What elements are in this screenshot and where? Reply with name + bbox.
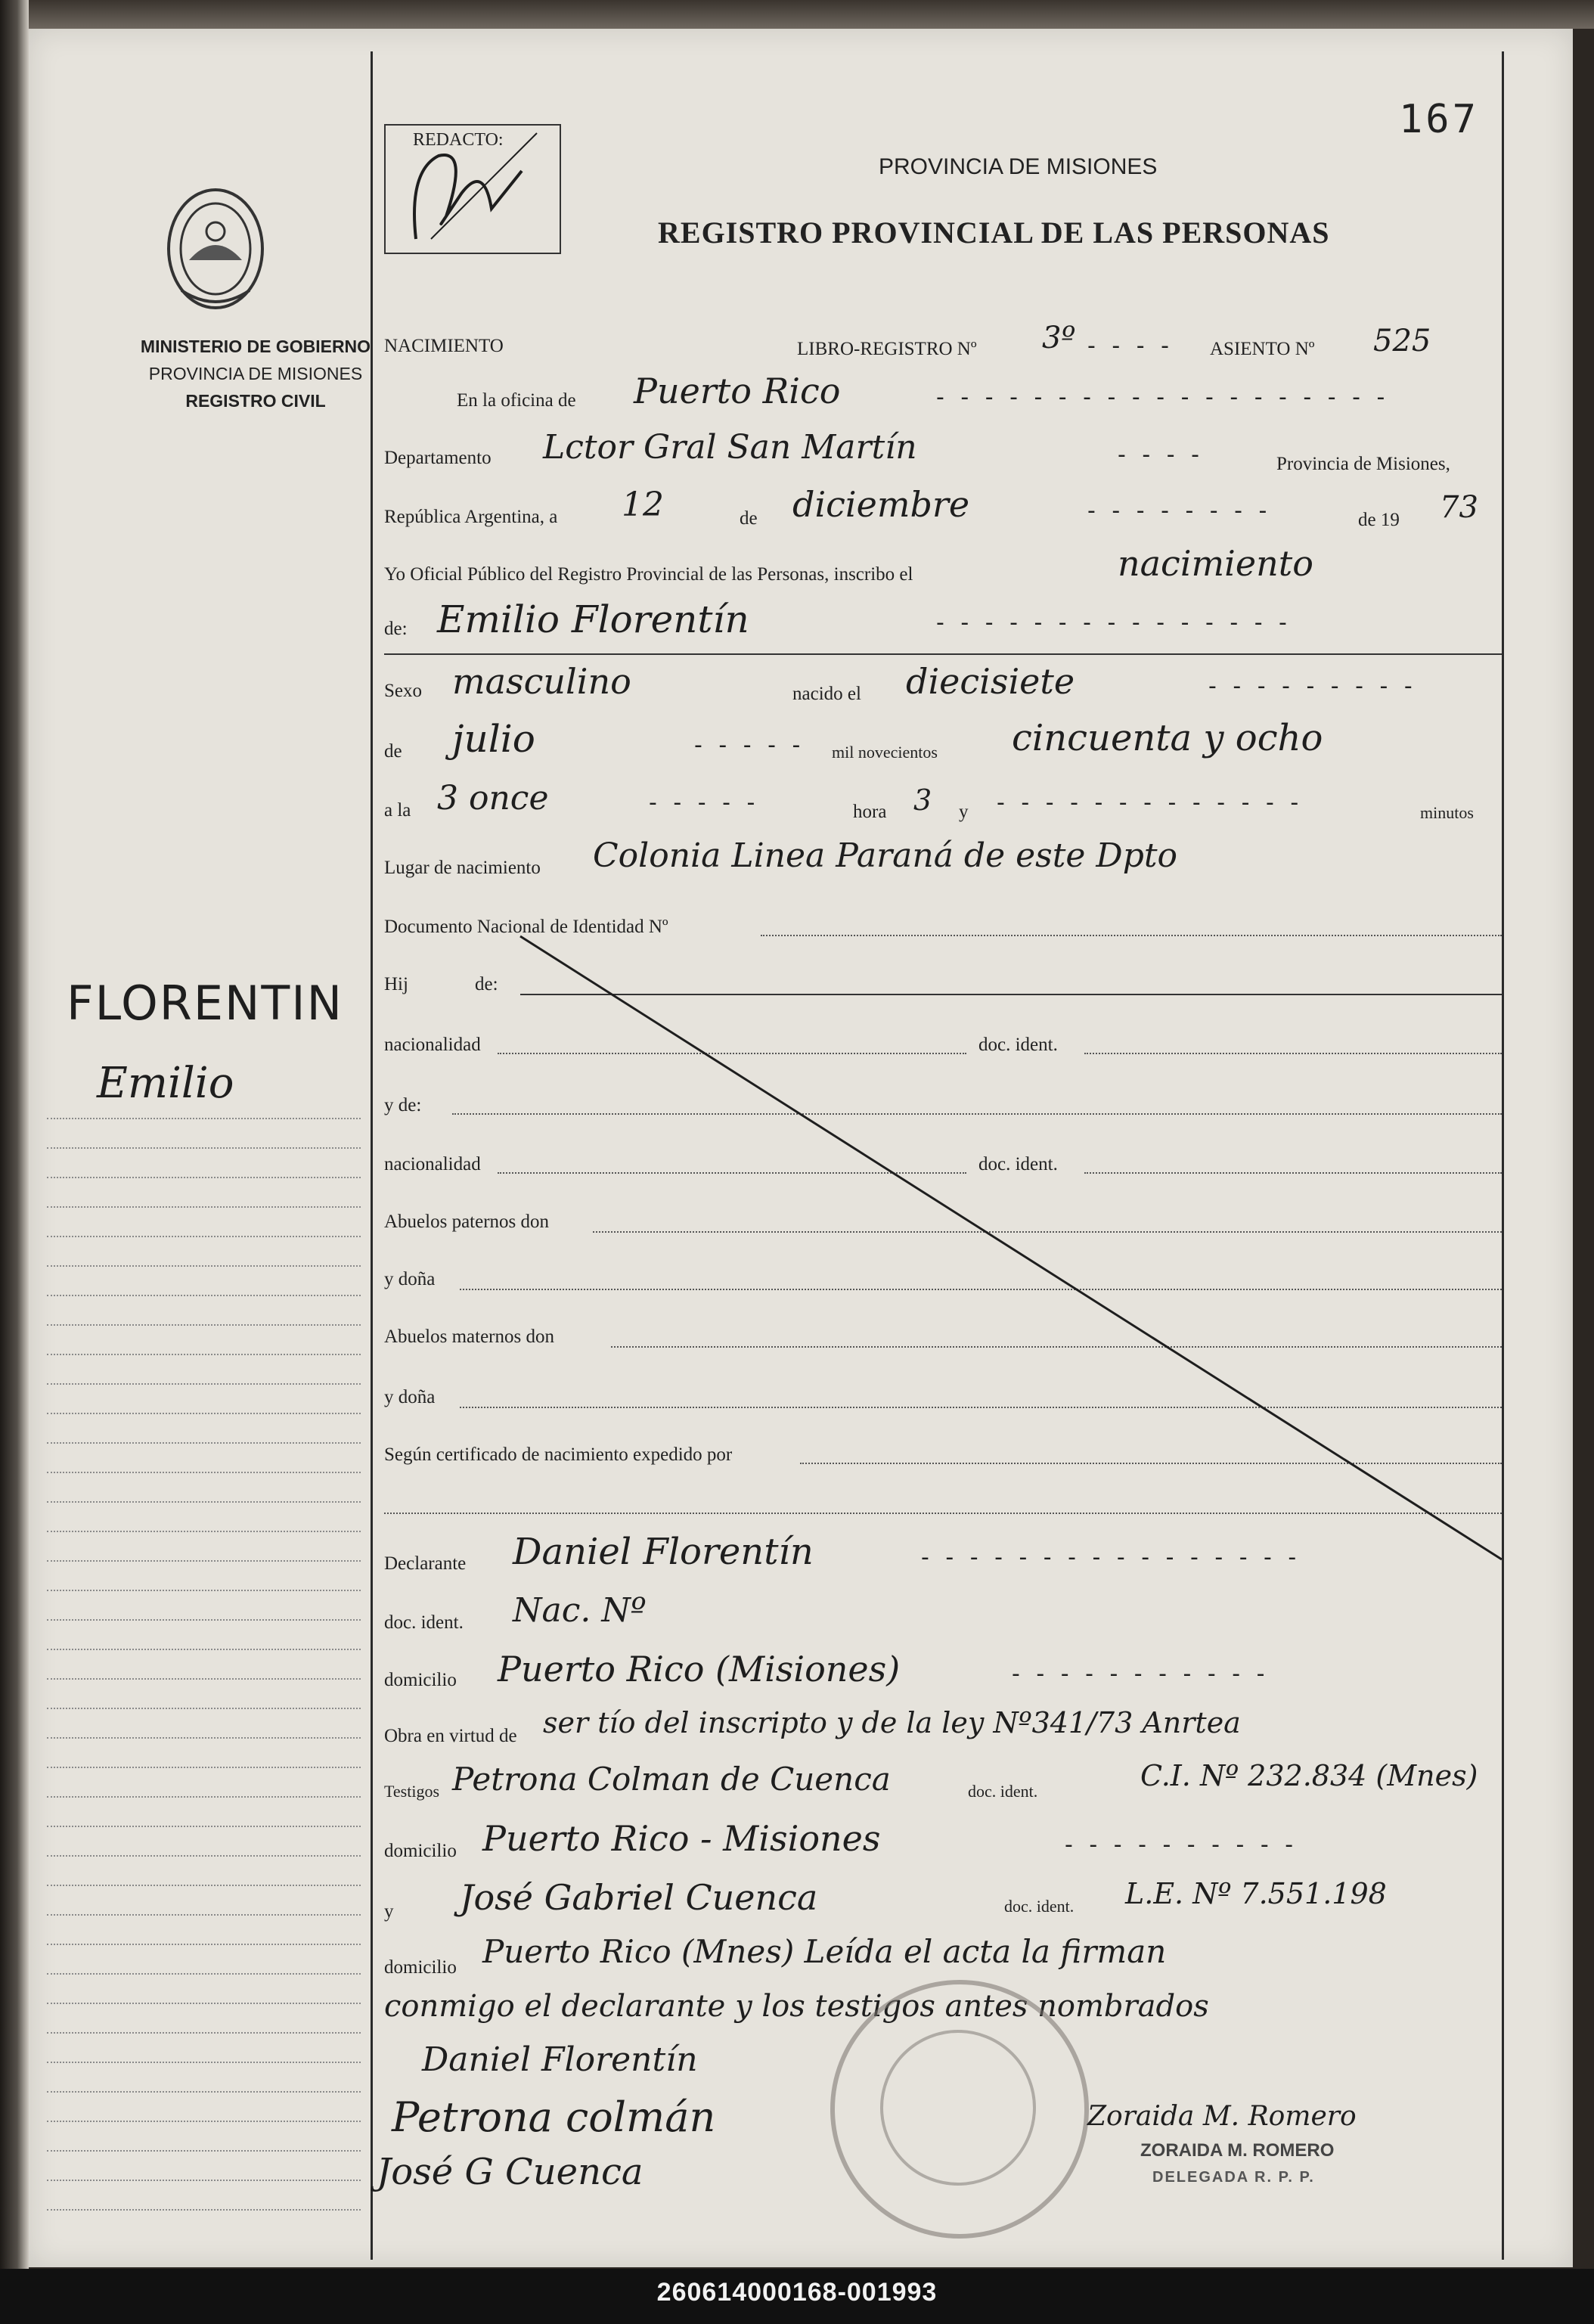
domicilio2-fill: - - - - - - - - - - (1065, 1832, 1298, 1858)
margin-rule (47, 1678, 361, 1680)
nacionalidad2-line (498, 1172, 966, 1174)
oficina-label: En la oficina de (457, 390, 576, 411)
margin-rule (47, 2032, 361, 2034)
margin-rule (47, 1708, 361, 1709)
de2-label: de: (384, 619, 408, 639)
hij-label: Hij (384, 974, 408, 994)
margin-rule (47, 1236, 361, 1237)
segun-line2 (384, 1513, 1502, 1514)
book-top-edge (0, 0, 1594, 29)
asiento-label: ASIENTO Nº (1210, 339, 1315, 359)
redacto-label: REDACTO: (413, 130, 504, 150)
oficina-value: Puerto Rico (634, 371, 841, 411)
de-label: de (740, 508, 758, 529)
margin-surname: FLORENTIN (67, 976, 343, 1031)
margin-rule (47, 1796, 361, 1798)
margin-rule (47, 1472, 361, 1473)
margin-rule (47, 1295, 361, 1296)
nacido-fill: - - - - - - - - - (1208, 673, 1417, 700)
domicilio1-value: Puerto Rico (Misiones) (498, 1649, 901, 1689)
margin-rule (47, 1383, 361, 1385)
right-border (1502, 51, 1504, 2260)
margin-given-name: Emilio (97, 1059, 234, 1108)
nacido-value: diecisiete (906, 661, 1075, 702)
signature-testigo2: José G Cuenca (377, 2151, 643, 2193)
register-page (29, 29, 1573, 2267)
docident1-line (1084, 1053, 1502, 1054)
nacionalidad1-line (498, 1053, 966, 1054)
domicilio3-label: domicilio (384, 1957, 457, 1978)
inscribo-value: nacimiento (1118, 543, 1313, 584)
seal-role: DELEGADA R. P. P. (1152, 2169, 1315, 2186)
margin-rule (47, 2091, 361, 2093)
mes-fill: - - - - - - - - (1087, 498, 1272, 524)
margin-rule (47, 1265, 361, 1267)
departamento-value: Lctor Gral San Martín (543, 428, 917, 467)
hora-label: hora (853, 802, 887, 822)
parent2-line (452, 1113, 1502, 1115)
margin-rule (47, 2003, 361, 2004)
obra-value: ser tío del inscripto y de la ley Nº341/73 Anrtea (543, 1706, 1241, 1739)
domicilio1-label: domicilio (384, 1670, 457, 1690)
official-seal-inner (880, 2030, 1036, 2186)
mil-label: mil novecientos (832, 743, 938, 762)
de19-label: de 19 (1358, 510, 1400, 530)
signature-declarante: Daniel Florentín (422, 2040, 698, 2079)
hora-num: 3 (913, 783, 932, 817)
domicilio2-value: Puerto Rico - Misiones (482, 1818, 881, 1859)
dia-value: 12 (622, 486, 664, 524)
registry-heading: REGISTRO PROVINCIAL DE LAS PERSONAS (658, 216, 1330, 250)
oficina-fill: - - - - - - - - - - - - - - - - - - - (936, 384, 1390, 411)
margin-rule (47, 1442, 361, 1444)
margin-rule (47, 1501, 361, 1503)
margin-rule (47, 2062, 361, 2063)
dni-line (761, 935, 1502, 936)
abuelos-m-label: Abuelos maternos don (384, 1326, 554, 1347)
testigo1-value: Petrona Colman de Cuenca (452, 1761, 891, 1798)
margin-rule (47, 1560, 361, 1562)
y-label: y (959, 802, 969, 822)
docident1-label: doc. ident. (978, 1035, 1058, 1055)
margin-rule (47, 1413, 361, 1414)
signature-testigo1: Petrona colmán (392, 2093, 716, 2141)
testigo2-doc-label: doc. ident. (1004, 1897, 1075, 1916)
domicilio1-fill: - - - - - - - - - - - (1012, 1661, 1270, 1687)
margin-rule (47, 2209, 361, 2211)
margin-rule (47, 1118, 361, 1119)
testigo2-doc-value: L.E. Nº 7.551.198 (1125, 1877, 1387, 1910)
nacionalidad2-label: nacionalidad (384, 1154, 481, 1174)
record-type: NACIMIENTO (384, 336, 504, 356)
margin-rule (47, 1147, 361, 1149)
hora-value: 3 once (437, 779, 549, 818)
ydona2-line (460, 1407, 1502, 1408)
libro-value: 3º (1042, 321, 1076, 355)
anio-value: 73 (1440, 490, 1478, 525)
asiento-value: 525 (1373, 324, 1431, 358)
ministry-heading: MINISTERIO DE GOBIERNO (140, 337, 371, 356)
province-heading: PROVINCIA DE MISIONES (879, 154, 1158, 179)
margin-rule (47, 1973, 361, 1975)
abuelos-p-line (593, 1231, 1502, 1233)
margin-rule (47, 1531, 361, 1532)
de3-label: de (384, 741, 402, 762)
coat-of-arms-icon (159, 177, 272, 313)
obra-label: Obra en virtud de (384, 1726, 517, 1746)
mes-value: diciembre (792, 484, 970, 525)
margin-rule (47, 2180, 361, 2181)
margin-rule (47, 1649, 361, 1650)
de4-label: de: (475, 974, 498, 994)
nacido-label: nacido el (792, 684, 861, 704)
lugar-value: Colonia Linea Paraná de este Dpto (593, 836, 1178, 875)
mes-nac-fill: - - - - - (694, 732, 805, 759)
margin-rule (47, 1767, 361, 1768)
hora-fill: - - - - - (649, 790, 760, 816)
minutos-fill: - - - - - - - - - - - - - (997, 790, 1304, 816)
segun-line (800, 1463, 1502, 1464)
official-seal-icon (830, 1980, 1089, 2239)
margin-rule (47, 1737, 361, 1739)
margin-rule (47, 1619, 361, 1621)
margin-rule (47, 1590, 361, 1591)
margin-rule (47, 1177, 361, 1178)
departamento-fill: - - - - (1118, 442, 1204, 468)
ydona1-label: y doña (384, 1269, 436, 1289)
provincia-label: Provincia de Misiones, (1276, 454, 1450, 474)
redacto-box (384, 124, 561, 254)
margin-rule (47, 1885, 361, 1886)
testigo2-value: José Gabriel Cuenca (460, 1877, 818, 1918)
margin-rule (47, 1826, 361, 1827)
testigo1-doc-label: doc. ident. (968, 1782, 1038, 1801)
dni-label: Documento Nacional de Identidad Nº (384, 917, 668, 937)
anio-nac-value: cincuenta y ocho (1012, 717, 1323, 759)
margin-rule (47, 1914, 361, 1916)
ministry-civil: REGISTRO CIVIL (185, 391, 326, 411)
ydona2-label: y doña (384, 1387, 436, 1407)
sexo-label: Sexo (384, 681, 422, 701)
minutos-label: minutos (1420, 803, 1474, 822)
parent1-line (520, 994, 1502, 995)
domicilio2-label: domicilio (384, 1841, 457, 1861)
ala-label: a la (384, 800, 411, 821)
testigos-label: Testigos (384, 1782, 440, 1801)
margin-rule (47, 1944, 361, 1945)
ydona1-line (460, 1289, 1502, 1290)
signature-oficial: Zoraida M. Romero (1087, 2101, 1357, 2132)
seal-name: ZORAIDA M. ROMERO (1140, 2140, 1335, 2161)
segun-label: Según certificado de nacimiento expedido por (384, 1444, 733, 1465)
libro-fill: - - - - (1087, 333, 1174, 359)
y2-label: y (384, 1901, 394, 1922)
margin-rule (47, 1855, 361, 1857)
declarante-fill: - - - - - - - - - - - - - - - - (921, 1544, 1301, 1571)
republica-label: República Argentina, a (384, 507, 558, 527)
margin-rule (47, 1206, 361, 1208)
mes-nac-value: julio (452, 717, 535, 761)
docident2-label: doc. ident. (978, 1154, 1058, 1174)
libro-label: LIBRO-REGISTRO Nº (797, 339, 977, 359)
cierre-value: conmigo el declarante y los testigos antes nombrados (384, 1989, 1209, 2024)
book-spine (0, 0, 29, 2269)
ministry-province: PROVINCIA DE MISIONES (148, 364, 363, 383)
nombre-fill: - - - - - - - - - - - - - - - (936, 610, 1292, 636)
abuelos-m-line (611, 1346, 1502, 1348)
image-id: 260614000168-001993 (656, 2278, 938, 2307)
page-number: 167 (1399, 97, 1479, 142)
declarante-value: Daniel Florentín (513, 1531, 814, 1573)
departamento-label: Departamento (384, 448, 492, 468)
nacionalidad1-label: nacionalidad (384, 1035, 481, 1055)
docident3-label: doc. ident. (384, 1612, 464, 1633)
margin-rule (47, 1324, 361, 1326)
margin-rule (47, 1354, 361, 1355)
nombre-value: Emilio Florentín (437, 597, 749, 641)
margin-rule (47, 2150, 361, 2152)
declarante-label: Declarante (384, 1553, 467, 1574)
section-rule (384, 653, 1502, 655)
sexo-value: masculino (452, 661, 631, 702)
redacto-signature-icon (386, 126, 560, 253)
abuelos-p-label: Abuelos paternos don (384, 1212, 550, 1232)
margin-rule (47, 2121, 361, 2122)
domicilio3-value: Puerto Rico (Mnes) Leída el acta la firman (482, 1933, 1167, 1970)
yo-oficial-label: Yo Oficial Público del Registro Provincial de las Personas, inscribo el (384, 564, 913, 585)
docident2-line (1084, 1172, 1502, 1174)
docident3-value: Nac. Nº (513, 1591, 647, 1630)
lugar-label: Lugar de nacimiento (384, 858, 541, 878)
testigo1-doc-value: C.I. Nº 232.834 (Mnes) (1140, 1759, 1478, 1792)
yde-label: y de: (384, 1095, 422, 1115)
